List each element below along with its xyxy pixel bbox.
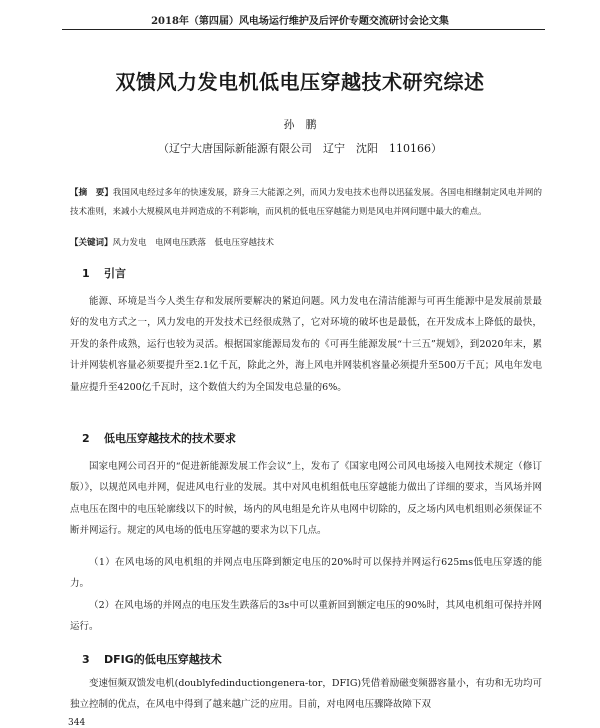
section-2-paragraph-2: （1）在风电场的风电机组的并网点电压降到额定电压的20%时可以保持并网运行625ms低电压穿透的能力。 <box>70 557 542 590</box>
section-number: 1 <box>82 267 90 280</box>
author-name: 孙 鹏 <box>283 118 317 131</box>
section-2-paragraph-3: （2）在风电场的并网点的电压发生跌落后的3s中可以重新回到额定电压的90%时，其风电机组可保持并网运行。 <box>70 600 542 633</box>
keywords-text: 风力发电 电网电压跌落 低电压穿越技术 <box>112 238 275 248</box>
section-2-heading <box>82 430 236 446</box>
abstract-label: 【摘 要】 <box>70 188 113 198</box>
keywords <box>70 237 542 249</box>
section-1-paragraph-1: 能源、环境是当今人类生存和发展所要解决的紧迫问题。风力发电在清洁能源与可再生能源中是发展前景最好的发电方式之一，风力发电的开发技术已经很成熟了，它对环境的破坏也是最低，在开发成本上降低的最快，开发的条件成熟，运行也较为灵活。根据国家能源局发布的《可再生能源发展“十三五”规划》，到2020年末，累计并网装机容量必须要提升至2.1亿千瓦，除此之外，海上风电并网装机容量必须提升至500万千瓦；风电年发电量应提升至4200亿千瓦时，这个数值大约为全国发电总量的6%。 <box>70 296 542 393</box>
section-title: 引言 <box>104 267 126 280</box>
abstract-text: 我国风电经过多年的快速发展，跻身三大能源之列，而风力发电技术也得以迅猛发展。各国电相继制定风电并网的技术准则，来减小大规模风电并网造成的不利影响，而风机的低电压穿越能力则是风电并网问题中最大的难点。 <box>70 188 542 217</box>
section-title: DFIG的低电压穿越技术 <box>104 653 222 666</box>
paper-title: 双馈风力发电机低电压穿越技术研究综述 <box>115 70 485 94</box>
page-number: 344 <box>68 718 86 728</box>
section-number: 2 <box>82 432 90 445</box>
section-title: 低电压穿越技术的技术要求 <box>104 432 236 445</box>
header-rule <box>62 29 545 30</box>
section-3-paragraph-1: 变速恒频双馈发电机(doublyfedinductiongenera-tor，DFIG)凭借着励磁变频器容量小，有功和无功均可独立控制的优点，在风电中得到了越来越广泛的应用。目前，对电网电压骤降故障下双 <box>70 678 542 711</box>
running-head: 2018年（第四届）风电场运行维护及后评价专题交流研讨会论文集 <box>151 16 449 27</box>
section-number: 3 <box>82 653 90 666</box>
author-affiliation: （辽宁大唐国际新能源有限公司 辽宁 沈阳 110166） <box>158 142 442 155</box>
keywords-label: 【关键词】 <box>70 238 113 248</box>
section-3-heading <box>82 651 222 667</box>
abstract <box>70 184 542 222</box>
section-1-heading <box>82 265 126 281</box>
section-2-paragraph-1: 国家电网公司召开的“促进新能源发展工作会议”上，发布了《国家电网公司风电场接入电网技术规定（修订版）》，以规范风电并网，促进风电行业的发展。其中对风电机组低电压穿越能力做出了详细的要求，当风场并网点电压在图中的电压轮廓线以下的时候，场内的风电组是允许从电网中切除的，反之场内风电机组则必须保证不断并网运行。规定的风电场的低电压穿越的要求为以下几点。 <box>70 461 542 537</box>
